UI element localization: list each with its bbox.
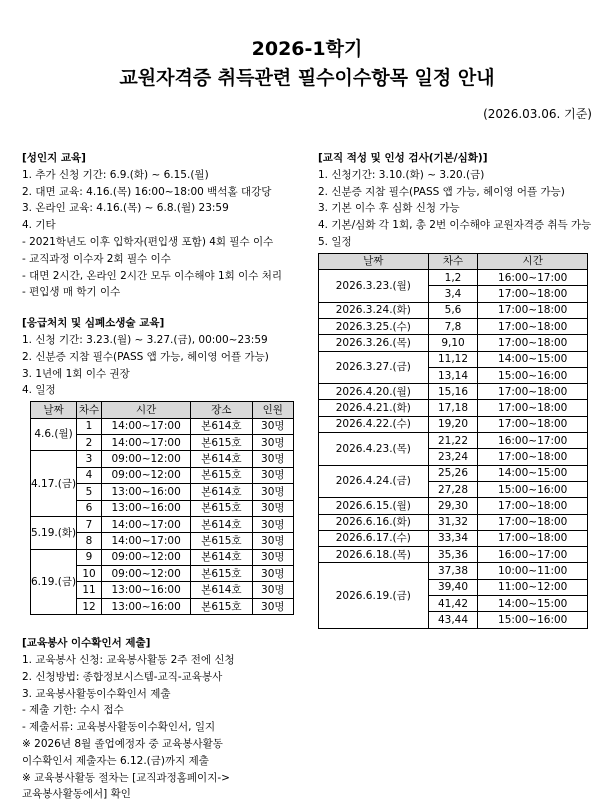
table-cell: 본615호 <box>191 434 252 450</box>
text-line: 3. 1년에 1회 이수 권장 <box>22 367 130 380</box>
table-cell: 11,12 <box>428 351 478 367</box>
table-cell: 17:00~18:00 <box>478 400 588 416</box>
table-cell: 39,40 <box>428 579 478 595</box>
column-header: 시간 <box>101 402 190 418</box>
text-line: - 교직과정 이수자 2회 필수 이수 <box>22 252 171 265</box>
table-row <box>319 547 588 563</box>
table-cell: 30명 <box>252 598 293 614</box>
text-line: ※ 교육봉사활동 절차는 [교직과정홈페이지-> <box>22 771 230 784</box>
table-cell: 30명 <box>252 451 293 467</box>
text-line: 3. 온라인 교육: 4.16.(목) ~ 6.8.(월) 23:59 <box>22 202 229 215</box>
table-cell: 17:00~18:00 <box>478 449 588 465</box>
table-cell: 본615호 <box>191 533 252 549</box>
table-cell: 14:00~17:00 <box>101 533 190 549</box>
table-cell: 본614호 <box>191 582 252 598</box>
page-title: 교원자격증 취득관련 필수이수항목 일정 안내 <box>119 67 495 89</box>
table-cell: 본614호 <box>191 549 252 565</box>
table-row <box>319 530 588 546</box>
date-cell: 2026.4.23.(목) <box>319 433 429 466</box>
column-header: 시간 <box>478 253 588 269</box>
table-cell: 09:00~12:00 <box>101 451 190 467</box>
column-header: 날짜 <box>31 402 77 418</box>
table-cell: 17:00~18:00 <box>478 302 588 318</box>
table-cell: 13:00~16:00 <box>101 500 190 516</box>
table-cell: 29,30 <box>428 498 478 514</box>
table-cell: 37,38 <box>428 563 478 579</box>
table-row <box>31 451 294 467</box>
date-cell: 2026.6.15.(월) <box>319 498 429 514</box>
table-cell: 9,10 <box>428 335 478 351</box>
table-cell: 30명 <box>252 484 293 500</box>
table-cell: 17:00~18:00 <box>478 530 588 546</box>
table-cell: 23,24 <box>428 449 478 465</box>
table-cell: 17:00~18:00 <box>478 318 588 334</box>
text-line: 3. 기본 이수 후 심화 신청 가능 <box>318 202 460 215</box>
table-cell: 13,14 <box>428 367 478 383</box>
table-row <box>319 400 588 416</box>
date-cell: 2026.6.17.(수) <box>319 530 429 546</box>
table-cell: 30명 <box>252 500 293 516</box>
table-cell: 9 <box>77 549 102 565</box>
section-lines <box>318 167 600 251</box>
table-cell: 17:00~18:00 <box>478 335 588 351</box>
table-cell: 14:00~17:00 <box>101 434 190 450</box>
table-cell: 3,4 <box>428 286 478 302</box>
text-line: ※ 2026년 8월 졸업예정자 중 교육봉사활동 <box>22 738 223 751</box>
table-cell: 30명 <box>252 533 293 549</box>
table-cell: 1,2 <box>428 270 478 286</box>
date-cell: 2026.4.24.(금) <box>319 465 429 498</box>
table-cell: 09:00~12:00 <box>101 549 190 565</box>
table-cell: 35,36 <box>428 547 478 563</box>
section-heading: [교직 적성 및 인성 검사(기본/심화)] <box>318 152 488 164</box>
text-line: - 대면 2시간, 온라인 2시간 모두 이수해야 1회 이수 처리 <box>22 269 283 282</box>
column-header: 차수 <box>77 402 102 418</box>
text-line: 2. 신분증 지참 필수(PASS 앱 가능, 헤이영 어플 가능) <box>318 185 565 198</box>
table-cell: 17:00~18:00 <box>478 416 588 432</box>
text-line: 4. 기본/심화 각 1회, 총 2번 이수해야 교원자격증 취득 가능 <box>318 219 592 232</box>
table-cell: 17,18 <box>428 400 478 416</box>
aptitude-test-section <box>318 150 600 629</box>
table-cell: 14:00~15:00 <box>478 351 588 367</box>
column-header: 날짜 <box>319 253 429 269</box>
table-cell: 41,42 <box>428 596 478 612</box>
table-cell: 15:00~16:00 <box>478 481 588 497</box>
text-line: 5. 일정 <box>318 235 352 248</box>
table-cell: 30명 <box>252 467 293 483</box>
left-column <box>22 150 304 803</box>
date-cell: 2026.3.23.(월) <box>319 270 429 303</box>
table-cell: 13:00~16:00 <box>101 598 190 614</box>
table-cell: 10:00~11:00 <box>478 563 588 579</box>
table-row <box>319 270 588 286</box>
date-cell: 2026.6.16.(화) <box>319 514 429 530</box>
text-line: - 제출 기한: 수시 접수 <box>22 704 124 717</box>
table-cell: 25,26 <box>428 465 478 481</box>
text-line: - 제출서류: 교육봉사활동이수확인서, 일지 <box>22 721 216 734</box>
table-cell: 17:00~18:00 <box>478 514 588 530</box>
table-cell: 30명 <box>252 566 293 582</box>
section-heading: [교육봉사 이수확인서 제출] <box>22 637 151 650</box>
text-line: 3. 교육봉사활동이수확인서 제출 <box>22 687 171 700</box>
table-row <box>31 418 294 434</box>
table-cell: 30명 <box>252 434 293 450</box>
table-cell: 3 <box>77 451 102 467</box>
table-cell: 21,22 <box>428 433 478 449</box>
table-row <box>319 433 588 449</box>
table-row <box>319 498 588 514</box>
column-header: 차수 <box>428 253 478 269</box>
section-heading: [응급처치 및 심폐소생술 교육] <box>22 317 165 330</box>
text-line: 4. 기타 <box>22 219 56 232</box>
table-cell: 15,16 <box>428 384 478 400</box>
table-cell: 15:00~16:00 <box>478 367 588 383</box>
table-cell: 11:00~12:00 <box>478 579 588 595</box>
table-cell: 14:00~15:00 <box>478 596 588 612</box>
table-cell: 10 <box>77 566 102 582</box>
text-line: 1. 추가 신청 기간: 6.9.(화) ~ 6.15.(월) <box>22 168 209 181</box>
table-cell: 본615호 <box>191 598 252 614</box>
table-cell: 17:00~18:00 <box>478 498 588 514</box>
table-cell: 본614호 <box>191 516 252 532</box>
table-cell: 30명 <box>252 582 293 598</box>
table-cell: 본614호 <box>191 451 252 467</box>
text-line: 2. 신분증 지참 필수(PASS 앱 가능, 헤이영 어플 가능) <box>22 350 269 363</box>
text-line: 1. 교육봉사 신청: 교육봉사활동 2주 전에 신청 <box>22 654 235 667</box>
table-cell: 본615호 <box>191 566 252 582</box>
table-cell: 17:00~18:00 <box>478 286 588 302</box>
text-line: 교육봉사활동에서] 확인 <box>22 788 131 801</box>
table-row <box>319 335 588 351</box>
date-cell: 2026.4.22.(수) <box>319 416 429 432</box>
table-row <box>31 549 294 565</box>
text-line: 4. 일정 <box>22 384 56 397</box>
date-cell: 6.19.(금) <box>31 549 77 615</box>
date-cell: 5.19.(화) <box>31 516 77 549</box>
table-cell: 6 <box>77 500 102 516</box>
table-row <box>319 514 588 530</box>
table-cell: 13:00~16:00 <box>101 582 190 598</box>
table-cell: 30명 <box>252 549 293 565</box>
table-cell: 8 <box>77 533 102 549</box>
date-cell: 2026.6.19.(금) <box>319 563 429 628</box>
column-header: 장소 <box>191 402 252 418</box>
table-cell: 7,8 <box>428 318 478 334</box>
date-cell: 2026.6.18.(목) <box>319 547 429 563</box>
table-cell: 본615호 <box>191 467 252 483</box>
table-row <box>319 351 588 367</box>
section-lines <box>22 167 304 301</box>
date-cell: 2026.4.21.(화) <box>319 400 429 416</box>
date-cell: 4.6.(월) <box>31 418 77 451</box>
text-line: 1. 신청기간: 3.10.(화) ~ 3.20.(금) <box>318 168 485 181</box>
table-cell: 14:00~17:00 <box>101 516 190 532</box>
date-cell: 2026.3.26.(목) <box>319 335 429 351</box>
table-row <box>31 516 294 532</box>
table-cell: 2 <box>77 434 102 450</box>
text-line: 1. 신청 기간: 3.23.(월) ~ 3.27.(금), 00:00~23:59 <box>22 333 268 346</box>
date-cell: 4.17.(금) <box>31 451 77 517</box>
date-cell: 2026.3.24.(화) <box>319 302 429 318</box>
table-row <box>319 302 588 318</box>
table-cell: 1 <box>77 418 102 434</box>
right-column <box>318 150 600 629</box>
table-row <box>319 318 588 334</box>
date-cell: 2026.3.25.(수) <box>319 318 429 334</box>
table-cell: 16:00~17:00 <box>478 270 588 286</box>
table-cell: 5,6 <box>428 302 478 318</box>
table-cell: 4 <box>77 467 102 483</box>
table-cell: 43,44 <box>428 612 478 628</box>
table-cell: 31,32 <box>428 514 478 530</box>
section-lines <box>22 332 304 399</box>
text-line: - 2021학년도 이후 입학자(편입생 포함) 4회 필수 이수 <box>22 235 274 248</box>
table-cell: 5 <box>77 484 102 500</box>
table-row <box>319 384 588 400</box>
table-header-row <box>319 253 588 269</box>
table-cell: 30명 <box>252 516 293 532</box>
text-line: - 편입생 매 학기 이수 <box>22 286 121 299</box>
table-cell: 17:00~18:00 <box>478 384 588 400</box>
table-cell: 7 <box>77 516 102 532</box>
table-cell: 33,34 <box>428 530 478 546</box>
gender-education-section <box>22 150 304 301</box>
table-cell: 16:00~17:00 <box>478 433 588 449</box>
text-line: 2. 대면 교육: 4.16.(목) 16:00~18:00 백석홀 대강당 <box>22 185 272 198</box>
date-cell: 2026.4.20.(월) <box>319 384 429 400</box>
table-cell: 16:00~17:00 <box>478 547 588 563</box>
section-heading: [성인지 교육] <box>22 152 86 164</box>
table-row <box>319 416 588 432</box>
table-header-row <box>31 402 294 418</box>
table-cell: 본615호 <box>191 500 252 516</box>
page-title-term: 2026-1학기 <box>251 38 363 60</box>
as-of-date: (2026.03.06. 기준) <box>483 107 592 121</box>
section-lines <box>22 652 304 803</box>
first-aid-schedule-table <box>30 401 294 615</box>
table-cell: 27,28 <box>428 481 478 497</box>
first-aid-section <box>22 315 304 615</box>
table-row <box>319 465 588 481</box>
table-cell: 30명 <box>252 418 293 434</box>
education-volunteer-section <box>22 635 304 803</box>
table-cell: 13:00~16:00 <box>101 484 190 500</box>
text-line: 이수확인서 제출자는 6.12.(금)까지 제출 <box>22 754 209 767</box>
text-line: 2. 신청방법: 종합정보시스템-교직-교육봉사 <box>22 670 223 683</box>
table-cell: 14:00~15:00 <box>478 465 588 481</box>
table-cell: 09:00~12:00 <box>101 467 190 483</box>
table-row <box>319 563 588 579</box>
table-cell: 본614호 <box>191 484 252 500</box>
table-cell: 본614호 <box>191 418 252 434</box>
table-cell: 11 <box>77 582 102 598</box>
date-cell: 2026.3.27.(금) <box>319 351 429 384</box>
table-cell: 14:00~17:00 <box>101 418 190 434</box>
table-cell: 15:00~16:00 <box>478 612 588 628</box>
aptitude-schedule-table <box>318 253 588 629</box>
column-header: 인원 <box>252 402 293 418</box>
table-cell: 09:00~12:00 <box>101 566 190 582</box>
table-cell: 12 <box>77 598 102 614</box>
table-cell: 19,20 <box>428 416 478 432</box>
